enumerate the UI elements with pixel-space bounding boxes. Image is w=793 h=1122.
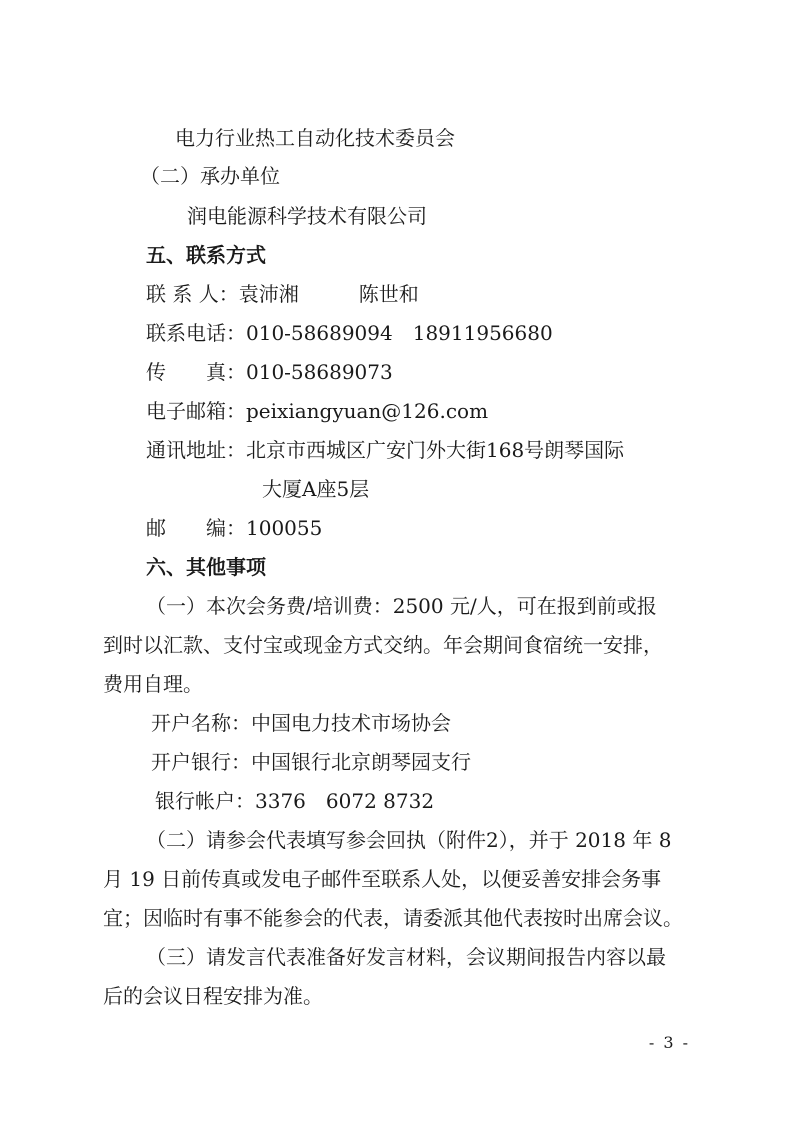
postcode-line — [146, 514, 322, 542]
fax-line — [146, 358, 393, 386]
contact-value: 袁沛湘 陈世和 — [238, 282, 419, 306]
item2-line2: 月 19 日前传真或发电子邮件至联系人处，以便妥善安排会务事 — [103, 867, 662, 891]
item2-line1: （二）请参会代表填写参会回执（附件2），并于 2018 年 8 — [146, 828, 672, 852]
section6-title: 六、其他事项 — [146, 555, 266, 579]
postcode-value: 100055 — [246, 516, 323, 540]
contact-person-line — [146, 280, 419, 308]
item1-line2: 到时以汇款、支付宝或现金方式交纳。年会期间食宿统一安排， — [103, 633, 663, 657]
section5-title: 五、联系方式 — [146, 243, 266, 267]
co-organizer-unit: 润电能源科学技术有限公司 — [187, 204, 427, 228]
phone-label: 联系电话： — [146, 321, 246, 345]
address-value-line1: 北京市西城区广安门外大街168号朗琴国际 — [246, 438, 625, 462]
phone-line — [146, 319, 553, 347]
item3-line1: （三）请发言代表准备好发言材料，会议期间报告内容以最 — [146, 945, 666, 969]
phone-value: 010-58689094 18911956680 — [246, 321, 553, 345]
bank-name: 开户银行：中国银行北京朗琴园支行 — [151, 750, 471, 774]
account-name: 开户名称：中国电力技术市场协会 — [151, 711, 451, 735]
fax-label: 传 真： — [146, 360, 246, 384]
contact-label: 联 系 人： — [146, 282, 239, 306]
postcode-label: 邮 编： — [146, 516, 246, 540]
item2-line3: 宜；因临时有事不能参会的代表，请委派其他代表按时出席会议。 — [103, 906, 683, 930]
item1-line3: 费用自理。 — [103, 672, 203, 696]
page-number: - 3 - — [648, 1033, 690, 1052]
item1-line1: （一）本次会务费/培训费：2500 元/人，可在报到前或报 — [146, 594, 657, 618]
address-line — [146, 436, 624, 464]
fax-value: 010-58689073 — [246, 360, 393, 384]
address-label: 通讯地址： — [146, 438, 246, 462]
organizer-unit: 电力行业热工自动化技术委员会 — [175, 126, 455, 150]
email-line — [146, 397, 488, 425]
account-number: 银行帐户：3376 6072 8732 — [155, 789, 435, 813]
email-value: peixiangyuan@126.com — [246, 399, 489, 423]
email-label: 电子邮箱： — [146, 399, 246, 423]
co-organizer-heading: （二）承办单位 — [140, 164, 280, 188]
address-value-line2: 大厦A座5层 — [262, 477, 370, 501]
item3-line2: 后的会议日程安排为准。 — [103, 984, 323, 1008]
